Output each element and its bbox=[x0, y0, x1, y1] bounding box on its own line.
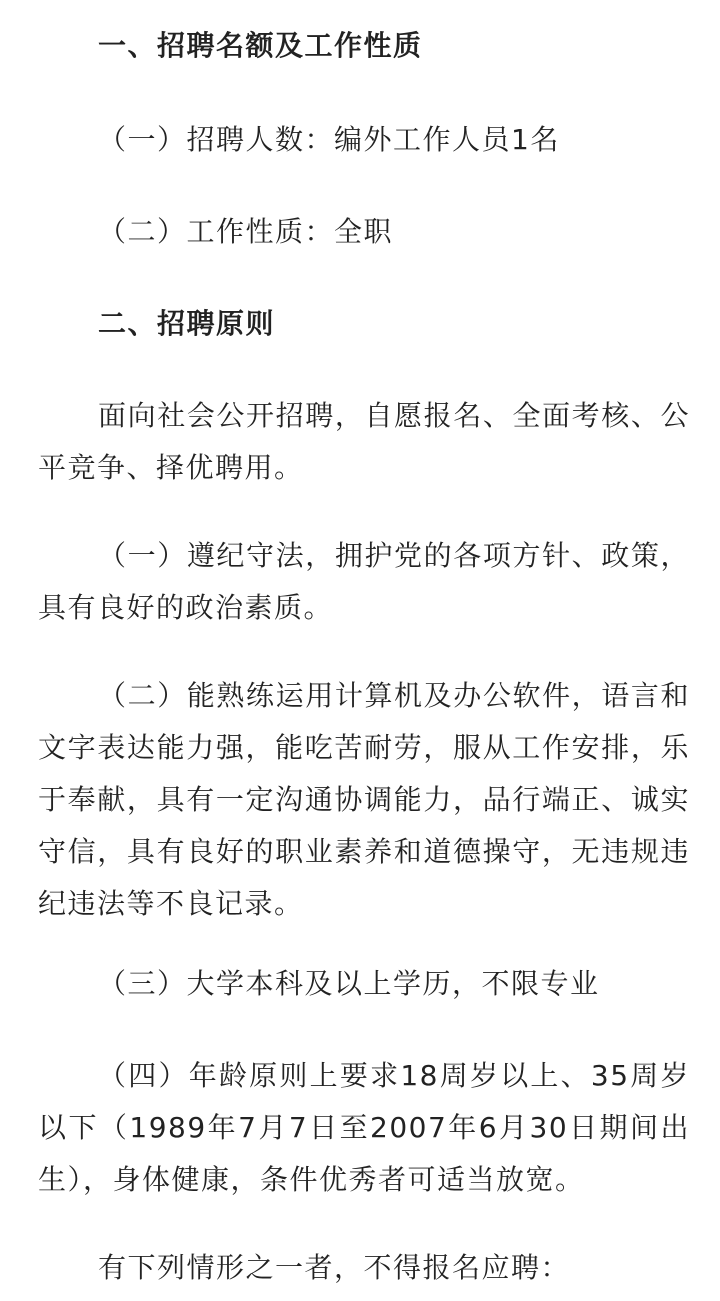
job-nature: （二）工作性质：全职 bbox=[98, 215, 394, 248]
requirement-3: （三）大学本科及以上学历，不限专业 bbox=[98, 967, 600, 1000]
section-heading-1: 一、招聘名额及工作性质 bbox=[98, 29, 423, 62]
section-heading-2: 二、招聘原则 bbox=[98, 307, 276, 340]
recruit-count: （一）招聘人数：编外工作人员1名 bbox=[98, 123, 560, 156]
exclusion-intro: 有下列情形之一者，不得报名应聘： bbox=[98, 1251, 571, 1284]
requirement-1: （一）遵纪守法，拥护党的各项方针、政策，具有良好的政治素质。 bbox=[38, 539, 690, 624]
requirement-4: （四）年龄原则上要求18周岁以上、35周岁以下（1989年7月7日至2007年6月30日期间出生），身体健康，条件优秀者可适当放宽。 bbox=[38, 1059, 690, 1196]
requirement-2: （二）能熟练运用计算机及办公软件，语言和文字表达能力强，能吃苦耐劳，服从工作安排，乐于奉献，具有一定沟通协调能力，品行端正、诚实守信，具有良好的职业素养和道德操守，无违规违纪违法等不良记录。 bbox=[38, 679, 690, 920]
principle-paragraph: 面向社会公开招聘，自愿报名、全面考核、公平竞争、择优聘用。 bbox=[38, 399, 690, 484]
